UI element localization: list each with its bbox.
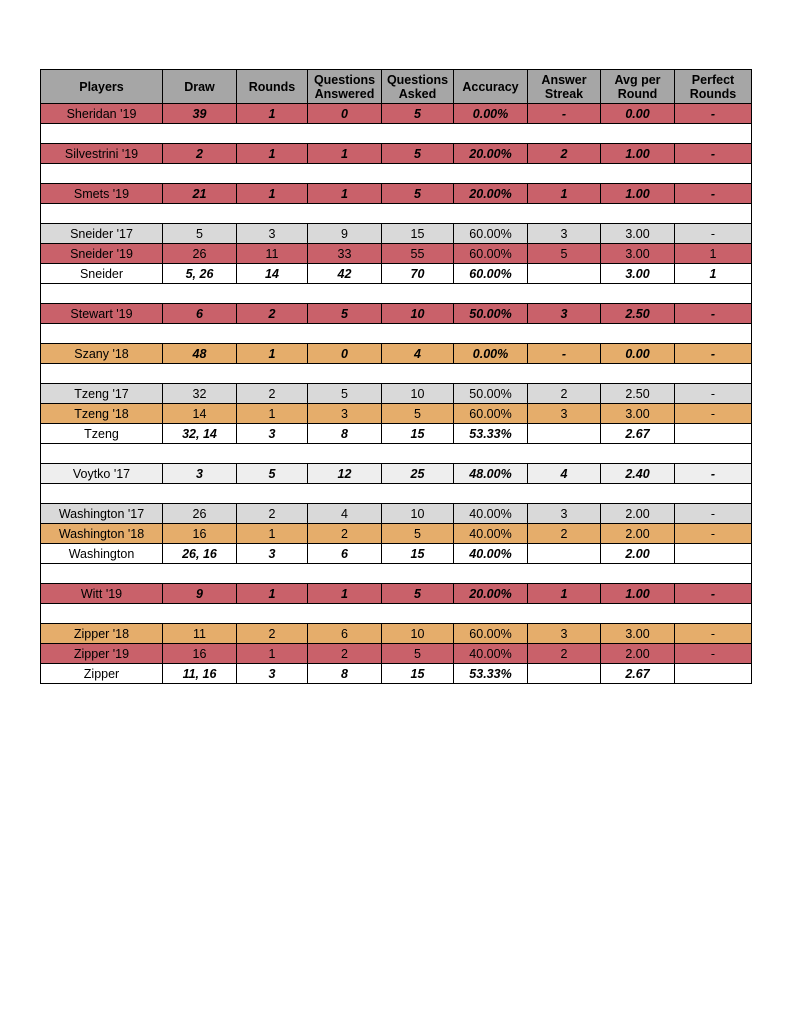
avg-cell: 1.00 xyxy=(601,184,675,204)
asked-cell: 5 xyxy=(382,144,454,164)
header-questions-asked: Questions Asked xyxy=(382,70,454,104)
spacer-row xyxy=(41,284,752,304)
avg-cell: 3.00 xyxy=(601,264,675,284)
spacer-row xyxy=(41,444,752,464)
rounds-cell: 2 xyxy=(237,304,308,324)
draw-cell: 11, 16 xyxy=(163,664,237,684)
perfect-cell xyxy=(675,424,752,444)
asked-cell: 10 xyxy=(382,304,454,324)
spacer-cell xyxy=(41,444,752,464)
spacer-cell xyxy=(41,564,752,584)
accuracy-cell: 53.33% xyxy=(454,424,528,444)
header-draw: Draw xyxy=(163,70,237,104)
asked-cell: 25 xyxy=(382,464,454,484)
spacer-cell xyxy=(41,604,752,624)
streak-cell: 3 xyxy=(528,224,601,244)
accuracy-cell: 50.00% xyxy=(454,304,528,324)
table-row xyxy=(41,344,752,364)
streak-cell xyxy=(528,544,601,564)
streak-cell xyxy=(528,664,601,684)
table-row xyxy=(41,664,752,684)
header-row xyxy=(41,70,752,104)
asked-cell: 5 xyxy=(382,584,454,604)
asked-cell: 15 xyxy=(382,424,454,444)
player-cell: Washington '18 xyxy=(41,524,163,544)
draw-cell: 2 xyxy=(163,144,237,164)
answered-cell: 1 xyxy=(308,144,382,164)
streak-cell: 5 xyxy=(528,244,601,264)
player-cell: Zipper xyxy=(41,664,163,684)
accuracy-cell: 50.00% xyxy=(454,384,528,404)
header-players: Players xyxy=(41,70,163,104)
avg-cell: 0.00 xyxy=(601,104,675,124)
rounds-cell: 2 xyxy=(237,504,308,524)
spacer-row xyxy=(41,124,752,144)
accuracy-cell: 0.00% xyxy=(454,104,528,124)
perfect-cell: - xyxy=(675,104,752,124)
answered-cell: 33 xyxy=(308,244,382,264)
rounds-cell: 1 xyxy=(237,524,308,544)
asked-cell: 55 xyxy=(382,244,454,264)
rounds-cell: 1 xyxy=(237,104,308,124)
table-row xyxy=(41,624,752,644)
player-cell: Tzeng '18 xyxy=(41,404,163,424)
avg-cell: 2.50 xyxy=(601,304,675,324)
asked-cell: 5 xyxy=(382,404,454,424)
table-row xyxy=(41,584,752,604)
spacer-row xyxy=(41,604,752,624)
table-body xyxy=(41,104,752,684)
perfect-cell: - xyxy=(675,624,752,644)
header-avg-per-round: Avg per Round xyxy=(601,70,675,104)
player-cell: Zipper '19 xyxy=(41,644,163,664)
spacer-row xyxy=(41,324,752,344)
table-row xyxy=(41,404,752,424)
table-row xyxy=(41,464,752,484)
streak-cell: 2 xyxy=(528,524,601,544)
rounds-cell: 3 xyxy=(237,224,308,244)
accuracy-cell: 60.00% xyxy=(454,404,528,424)
table-row xyxy=(41,544,752,564)
spacer-cell xyxy=(41,124,752,144)
spacer-row xyxy=(41,364,752,384)
answered-cell: 4 xyxy=(308,504,382,524)
draw-cell: 11 xyxy=(163,624,237,644)
answered-cell: 1 xyxy=(308,184,382,204)
player-cell: Stewart '19 xyxy=(41,304,163,324)
perfect-cell: - xyxy=(675,144,752,164)
table-row xyxy=(41,424,752,444)
table-row xyxy=(41,224,752,244)
avg-cell: 2.67 xyxy=(601,424,675,444)
answered-cell: 12 xyxy=(308,464,382,484)
perfect-cell xyxy=(675,544,752,564)
spacer-cell xyxy=(41,204,752,224)
draw-cell: 26, 16 xyxy=(163,544,237,564)
streak-cell: 3 xyxy=(528,504,601,524)
draw-cell: 26 xyxy=(163,504,237,524)
table-row xyxy=(41,504,752,524)
accuracy-cell: 48.00% xyxy=(454,464,528,484)
header-answer-streak: Answer Streak xyxy=(528,70,601,104)
avg-cell: 3.00 xyxy=(601,624,675,644)
streak-cell: - xyxy=(528,344,601,364)
asked-cell: 5 xyxy=(382,104,454,124)
player-cell: Zipper '18 xyxy=(41,624,163,644)
accuracy-cell: 20.00% xyxy=(454,144,528,164)
answered-cell: 0 xyxy=(308,104,382,124)
avg-cell: 2.40 xyxy=(601,464,675,484)
player-cell: Silvestrini '19 xyxy=(41,144,163,164)
table-row xyxy=(41,184,752,204)
spacer-cell xyxy=(41,364,752,384)
answered-cell: 1 xyxy=(308,584,382,604)
answered-cell: 42 xyxy=(308,264,382,284)
avg-cell: 3.00 xyxy=(601,404,675,424)
streak-cell: 3 xyxy=(528,404,601,424)
streak-cell: 1 xyxy=(528,584,601,604)
answered-cell: 5 xyxy=(308,384,382,404)
asked-cell: 10 xyxy=(382,624,454,644)
rounds-cell: 3 xyxy=(237,664,308,684)
answered-cell: 6 xyxy=(308,624,382,644)
rounds-cell: 1 xyxy=(237,184,308,204)
table-row xyxy=(41,384,752,404)
answered-cell: 9 xyxy=(308,224,382,244)
perfect-cell: 1 xyxy=(675,264,752,284)
draw-cell: 5 xyxy=(163,224,237,244)
streak-cell: 2 xyxy=(528,144,601,164)
player-cell: Washington xyxy=(41,544,163,564)
header-rounds: Rounds xyxy=(237,70,308,104)
streak-cell xyxy=(528,264,601,284)
draw-cell: 14 xyxy=(163,404,237,424)
draw-cell: 26 xyxy=(163,244,237,264)
accuracy-cell: 40.00% xyxy=(454,644,528,664)
avg-cell: 2.00 xyxy=(601,644,675,664)
avg-cell: 2.00 xyxy=(601,524,675,544)
draw-cell: 32, 14 xyxy=(163,424,237,444)
avg-cell: 2.50 xyxy=(601,384,675,404)
player-cell: Sneider xyxy=(41,264,163,284)
asked-cell: 15 xyxy=(382,224,454,244)
answered-cell: 6 xyxy=(308,544,382,564)
player-cell: Voytko '17 xyxy=(41,464,163,484)
draw-cell: 39 xyxy=(163,104,237,124)
answered-cell: 5 xyxy=(308,304,382,324)
table-row xyxy=(41,244,752,264)
perfect-cell: - xyxy=(675,644,752,664)
spacer-cell xyxy=(41,164,752,184)
draw-cell: 16 xyxy=(163,524,237,544)
asked-cell: 4 xyxy=(382,344,454,364)
player-cell: Sneider '17 xyxy=(41,224,163,244)
player-cell: Sheridan '19 xyxy=(41,104,163,124)
table-row xyxy=(41,304,752,324)
answered-cell: 0 xyxy=(308,344,382,364)
spacer-row xyxy=(41,564,752,584)
perfect-cell: 1 xyxy=(675,244,752,264)
player-cell: Washington '17 xyxy=(41,504,163,524)
spacer-row xyxy=(41,204,752,224)
avg-cell: 3.00 xyxy=(601,244,675,264)
draw-cell: 5, 26 xyxy=(163,264,237,284)
streak-cell: 4 xyxy=(528,464,601,484)
perfect-cell: - xyxy=(675,384,752,404)
answered-cell: 8 xyxy=(308,664,382,684)
streak-cell: 2 xyxy=(528,384,601,404)
streak-cell xyxy=(528,424,601,444)
avg-cell: 2.67 xyxy=(601,664,675,684)
rounds-cell: 3 xyxy=(237,424,308,444)
accuracy-cell: 40.00% xyxy=(454,504,528,524)
asked-cell: 10 xyxy=(382,504,454,524)
streak-cell: 2 xyxy=(528,644,601,664)
streak-cell: - xyxy=(528,104,601,124)
player-cell: Tzeng '17 xyxy=(41,384,163,404)
avg-cell: 2.00 xyxy=(601,544,675,564)
spacer-cell xyxy=(41,324,752,344)
perfect-cell: - xyxy=(675,224,752,244)
streak-cell: 3 xyxy=(528,624,601,644)
draw-cell: 6 xyxy=(163,304,237,324)
perfect-cell: - xyxy=(675,524,752,544)
avg-cell: 3.00 xyxy=(601,224,675,244)
perfect-cell: - xyxy=(675,344,752,364)
accuracy-cell: 20.00% xyxy=(454,184,528,204)
answered-cell: 3 xyxy=(308,404,382,424)
table-row xyxy=(41,524,752,544)
spacer-cell xyxy=(41,484,752,504)
asked-cell: 5 xyxy=(382,524,454,544)
asked-cell: 5 xyxy=(382,184,454,204)
accuracy-cell: 60.00% xyxy=(454,244,528,264)
accuracy-cell: 60.00% xyxy=(454,264,528,284)
rounds-cell: 1 xyxy=(237,344,308,364)
accuracy-cell: 60.00% xyxy=(454,624,528,644)
accuracy-cell: 0.00% xyxy=(454,344,528,364)
rounds-cell: 14 xyxy=(237,264,308,284)
answered-cell: 2 xyxy=(308,644,382,664)
rounds-cell: 11 xyxy=(237,244,308,264)
rounds-cell: 2 xyxy=(237,384,308,404)
avg-cell: 1.00 xyxy=(601,144,675,164)
spacer-cell xyxy=(41,284,752,304)
table-row xyxy=(41,264,752,284)
accuracy-cell: 20.00% xyxy=(454,584,528,604)
rounds-cell: 3 xyxy=(237,544,308,564)
draw-cell: 9 xyxy=(163,584,237,604)
answered-cell: 8 xyxy=(308,424,382,444)
header-perfect-rounds: Perfect Rounds xyxy=(675,70,752,104)
rounds-cell: 1 xyxy=(237,584,308,604)
table-row xyxy=(41,144,752,164)
player-cell: Tzeng xyxy=(41,424,163,444)
streak-cell: 1 xyxy=(528,184,601,204)
asked-cell: 10 xyxy=(382,384,454,404)
spacer-row xyxy=(41,164,752,184)
draw-cell: 48 xyxy=(163,344,237,364)
draw-cell: 21 xyxy=(163,184,237,204)
perfect-cell: - xyxy=(675,304,752,324)
perfect-cell: - xyxy=(675,584,752,604)
player-cell: Witt '19 xyxy=(41,584,163,604)
asked-cell: 70 xyxy=(382,264,454,284)
accuracy-cell: 40.00% xyxy=(454,544,528,564)
spacer-row xyxy=(41,484,752,504)
avg-cell: 2.00 xyxy=(601,504,675,524)
accuracy-cell: 40.00% xyxy=(454,524,528,544)
table-row xyxy=(41,104,752,124)
draw-cell: 32 xyxy=(163,384,237,404)
rounds-cell: 1 xyxy=(237,644,308,664)
asked-cell: 15 xyxy=(382,664,454,684)
perfect-cell: - xyxy=(675,184,752,204)
asked-cell: 5 xyxy=(382,644,454,664)
draw-cell: 3 xyxy=(163,464,237,484)
avg-cell: 1.00 xyxy=(601,584,675,604)
rounds-cell: 1 xyxy=(237,404,308,424)
draw-cell: 16 xyxy=(163,644,237,664)
rounds-cell: 2 xyxy=(237,624,308,644)
rounds-cell: 1 xyxy=(237,144,308,164)
accuracy-cell: 53.33% xyxy=(454,664,528,684)
avg-cell: 0.00 xyxy=(601,344,675,364)
rounds-cell: 5 xyxy=(237,464,308,484)
perfect-cell: - xyxy=(675,504,752,524)
header-questions-answered: Questions Answered xyxy=(308,70,382,104)
accuracy-cell: 60.00% xyxy=(454,224,528,244)
player-stats-table xyxy=(40,69,752,684)
table-row xyxy=(41,644,752,664)
perfect-cell: - xyxy=(675,404,752,424)
player-cell: Szany '18 xyxy=(41,344,163,364)
asked-cell: 15 xyxy=(382,544,454,564)
answered-cell: 2 xyxy=(308,524,382,544)
player-cell: Smets '19 xyxy=(41,184,163,204)
header-accuracy: Accuracy xyxy=(454,70,528,104)
player-cell: Sneider '19 xyxy=(41,244,163,264)
perfect-cell xyxy=(675,664,752,684)
perfect-cell: - xyxy=(675,464,752,484)
streak-cell: 3 xyxy=(528,304,601,324)
